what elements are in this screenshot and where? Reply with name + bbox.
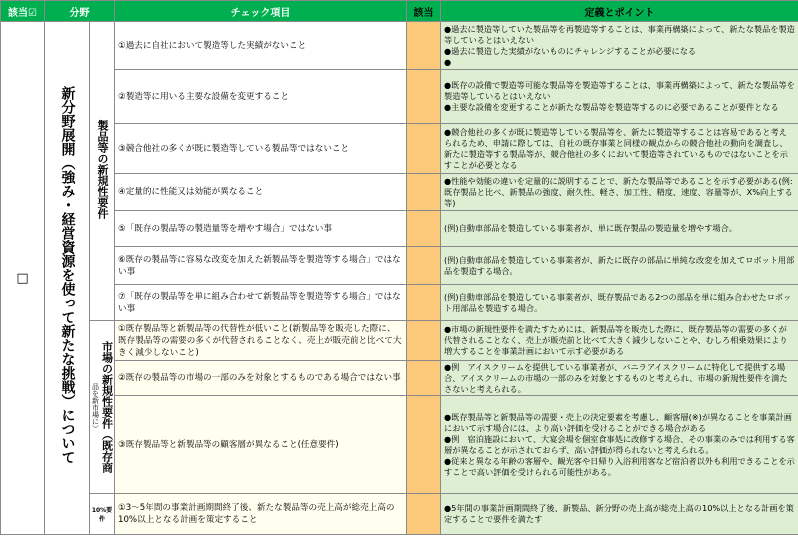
definition-cell: ●過去に製造等していた製品等を再製造等することは、事業再構築によって、新たな製品を製造等しているとはいえない ●過去に製造した実績がないものにチャレンジすることが必要になる ● — [441, 22, 798, 70]
group-market-novelty-small: 品を新市場に） — [91, 382, 100, 432]
item-cell: ③既存製品等と新製品等の顧客層が異なること(任意要件) — [115, 396, 407, 494]
table-row — [1, 211, 798, 247]
header-applies: 該当 — [407, 1, 441, 22]
applies-cell[interactable] — [407, 361, 441, 396]
applies-cell[interactable] — [407, 70, 441, 124]
header-definition: 定義とポイント — [441, 1, 798, 22]
table-row — [1, 70, 798, 124]
checkbox[interactable] — [1, 22, 45, 535]
applies-cell[interactable] — [407, 22, 441, 70]
group-market-novelty — [90, 321, 115, 494]
applies-cell[interactable] — [407, 247, 441, 285]
table-row — [1, 494, 798, 535]
applies-cell[interactable] — [407, 174, 441, 211]
item-cell: ①3～5年間の事業計画期間終了後、新たな製品等の売上高が総売上高の10%以上となる計画を策定すること — [115, 494, 407, 535]
table-row — [1, 361, 798, 396]
table-row — [1, 22, 798, 70]
table-row — [1, 396, 798, 494]
group-product-novelty-label: 製品等の新規性要件 — [96, 119, 109, 219]
item-cell: ②製造等に用いる主要な設備を変更すること — [115, 70, 407, 124]
applies-cell[interactable] — [407, 494, 441, 535]
applies-cell[interactable] — [407, 396, 441, 494]
group-product-novelty — [90, 22, 115, 321]
definition-cell: ●性能や効能の違いを定量的に説明することで、新たな製品等であることを示す必要がある(例:既存製品と比べ、新製品の強度、耐久性、軽さ、加工性、精度、速度、容量等が、X%向上する等) — [441, 174, 798, 211]
item-cell: ⑥既存の製品等に容易な改変を加えた新製品等を製造等する場合」ではない事 — [115, 247, 407, 285]
item-cell: ②既存の製品等の市場の一部のみを対象とするものである場合ではない事 — [115, 361, 407, 396]
item-cell: ①既存製品等と新製品等の代替性が低いこと(新製品等を販売した際に、既存製品等の需要の多くが代替されることなく、売上が販売前と比べて大きく減少しないこと) — [115, 321, 407, 361]
item-cell: ④定量的に性能又は効能が異なること — [115, 174, 407, 211]
item-cell: ⑤「既存の製品等の製造量等を増やす場合」ではない事 — [115, 211, 407, 247]
applies-cell[interactable] — [407, 321, 441, 361]
definition-cell: (例)自動車部品を製造している事業者が、既存製品である2つの部品を単に組み合わせたロボット用部品を製造する場合。 — [441, 285, 798, 321]
item-cell: ①過去に自社において製造等した実績がないこと — [115, 22, 407, 70]
checkbox-symbol[interactable]: □ — [16, 270, 29, 286]
definition-cell: ●競合他社の多くが既に製造等している製品等を、新たに製造等することは容易であると考えられるため、申請に際しては、自社の既存事業と同様の観点からの競合他社の動向を調査し、新たに製造等する製品等が、競合他社の多くにおいて製造等されているものではないことを示すことが必要となる — [441, 124, 798, 174]
group-market-novelty-label: 市場の新規性要件（既存商 — [100, 341, 114, 473]
definition-cell: (例)自動車部品を製造している事業者が、新たに既存の部品に単純な改変を加えてロボット用部品を製造する場合。 — [441, 247, 798, 285]
table-row — [1, 124, 798, 174]
applies-cell[interactable] — [407, 285, 441, 321]
item-cell: ⑦「既存の製品等を単に組み合わせて新製品等を製造等する場合」ではない事 — [115, 285, 407, 321]
group-ten-percent: 10%要件 — [90, 494, 115, 535]
table-row — [1, 247, 798, 285]
table-row — [1, 321, 798, 361]
definition-cell: ●既存製品等と新製品等の需要・売上の決定要素を考慮し、顧客層(※)が異なることを事業計画において示す場合には、より高い評価を受けることができる場合がある ●例 宿泊施設において、大宴会場を個室食事処に改修する場合、その事業のみでは利用する客層が異なることが示されておらず、高い評価が得られないと考えられる。 ●従来と異なる年齢の客層や、観光客や日帰り入浴利用客など宿泊者以外も利用できることを示すことで高い評価を受けられる可能性がある。 — [441, 396, 798, 494]
header-field: 分野 — [45, 1, 115, 22]
main-field-cell — [45, 22, 90, 535]
definition-cell: ●市場の新規性要件を満たすためには、新製品等を販売した際に、既存製品等の需要の多くが代替されることなく、売上が販売前と比べて大きく減少しないことや、むしろ相乗効果により増大することを事業計画において示す必要がある — [441, 321, 798, 361]
definition-cell: (例)自動車部品を製造している事業者が、単に既存製品の製造量を増やす場合。 — [441, 211, 798, 247]
item-cell: ③競合他社の多くが既に製造等している製品等ではないこと — [115, 124, 407, 174]
definition-cell: ●5年間の事業計画期間終了後、新製品、新分野の売上高が総売上高の10%以上となる計画を策定することで要件を満たす — [441, 494, 798, 535]
header-row — [1, 1, 798, 22]
applies-cell[interactable] — [407, 124, 441, 174]
main-field-label: 新分野展開（強み・経営資源を使って新たな挑戦）について — [59, 86, 76, 464]
definition-cell: ●例 アイスクリームを提供している事業者が、バニラアイスクリームに特化して提供する場合、アイスクリームの市場の一部のみを対象とするものと考えられ、市場の新規性要件を満たさないと考えられる。 — [441, 361, 798, 396]
definition-cell: ●既存の設備で製造等可能な製品等を製造等することは、事業再構築によって、新たな製品等を製造等しているとはいえない ●主要な設備を変更することが新たな製品等を製造等するのに必要であることが要件となる — [441, 70, 798, 124]
table-row — [1, 174, 798, 211]
table-row — [1, 285, 798, 321]
applies-cell[interactable] — [407, 211, 441, 247]
header-check: 該当☑ — [1, 1, 45, 22]
header-items: チェック項目 — [115, 1, 407, 22]
